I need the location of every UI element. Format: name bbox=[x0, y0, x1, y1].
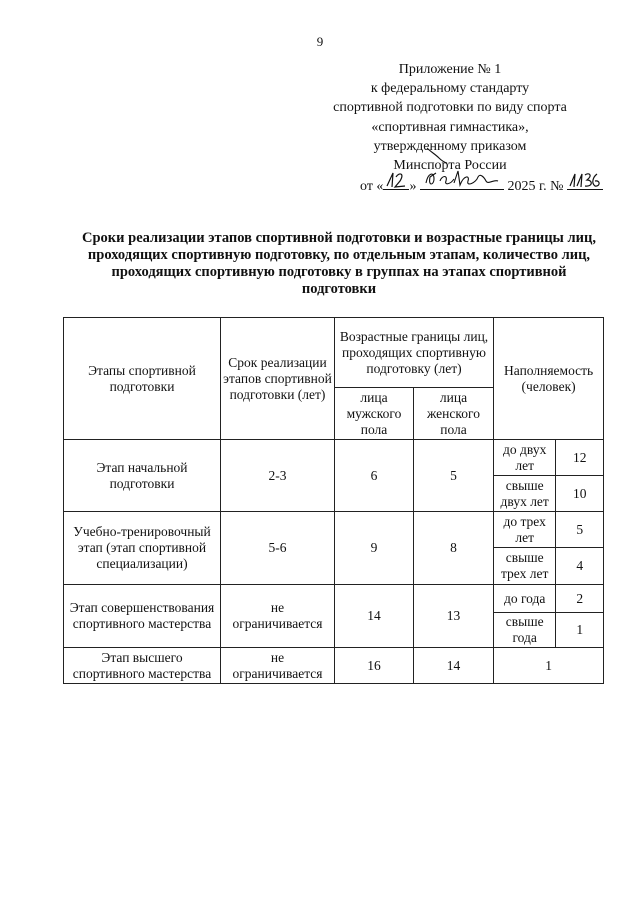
cell-stage: Учебно-тренировочный этап (этап спортивной специализации) bbox=[64, 512, 221, 585]
cell-occupancy-total: 1 bbox=[494, 648, 604, 684]
table-row bbox=[64, 585, 604, 613]
cell-male: 6 bbox=[335, 440, 414, 512]
appendix-line: «спортивная гимнастика», bbox=[371, 119, 529, 135]
cell-duration: не ограничивается bbox=[221, 585, 335, 648]
cell-female: 13 bbox=[414, 585, 494, 648]
cell-male: 14 bbox=[335, 585, 414, 648]
signature-stroke-icon bbox=[391, 146, 471, 166]
table-row bbox=[64, 440, 604, 476]
title-line: проходящих спортивную подготовку, по отдельным этапам, количество лиц, bbox=[87, 247, 591, 263]
cell-period: до двух лет bbox=[494, 440, 556, 476]
order-date-line bbox=[330, 175, 570, 196]
year-and-number-label: 2025 г. № bbox=[507, 179, 564, 195]
appendix-block bbox=[330, 60, 570, 196]
header-male: лица мужского пола bbox=[335, 388, 414, 440]
ministry-name: Минспорта России bbox=[393, 156, 506, 175]
header-female: лица женского пола bbox=[414, 388, 494, 440]
document-title bbox=[66, 230, 612, 298]
table-row bbox=[64, 512, 604, 548]
cell-female: 8 bbox=[414, 512, 494, 585]
cell-count: 4 bbox=[556, 548, 604, 585]
cell-duration: 2-3 bbox=[221, 440, 335, 512]
cell-period: до года bbox=[494, 585, 556, 613]
handwritten-day bbox=[383, 175, 409, 190]
table-header-row bbox=[64, 318, 604, 388]
cell-stage: Этап совершенствования спортивного мастерства bbox=[64, 585, 221, 648]
header-age-limits: Возрастные границы лиц, проходящих спортивную подготовку (лет) bbox=[335, 318, 494, 388]
cell-female: 14 bbox=[414, 648, 494, 684]
cell-duration: не ограничивается bbox=[221, 648, 335, 684]
header-occupancy: Наполняемость (человек) bbox=[494, 318, 604, 440]
appendix-line: спортивной подготовки по виду спорта bbox=[333, 100, 567, 116]
date-prefix: от « bbox=[360, 179, 384, 195]
date-mid: » bbox=[409, 179, 417, 195]
cell-count: 12 bbox=[556, 440, 604, 476]
table-row bbox=[64, 648, 604, 684]
cell-male: 9 bbox=[335, 512, 414, 585]
page-number: 9 bbox=[316, 34, 324, 49]
title-line: проходящих спортивную подготовку в группах на этапах спортивной bbox=[111, 264, 567, 280]
appendix-line: утвержденному приказом bbox=[373, 138, 527, 154]
appendix-line: Приложение № 1 bbox=[398, 62, 502, 77]
cell-stage: Этап начальной подготовки bbox=[64, 440, 221, 512]
title-line: Сроки реализации этапов спортивной подготовки и возрастные границы лиц, bbox=[82, 230, 596, 246]
cell-period: свыше трех лет bbox=[494, 548, 556, 585]
cell-male: 16 bbox=[335, 648, 414, 684]
cell-duration: 5-6 bbox=[221, 512, 335, 585]
stages-table bbox=[63, 317, 604, 684]
cell-stage: Этап высшего спортивного мастерства bbox=[64, 648, 221, 684]
cell-period: до трех лет bbox=[494, 512, 556, 548]
title-line: подготовки bbox=[301, 281, 377, 297]
cell-count: 1 bbox=[556, 613, 604, 648]
cell-female: 5 bbox=[414, 440, 494, 512]
header-duration: Срок реализации этапов спортивной подготовки (лет) bbox=[221, 318, 335, 440]
cell-period: свыше года bbox=[494, 613, 556, 648]
cell-count: 10 bbox=[556, 476, 604, 512]
handwritten-number bbox=[567, 175, 603, 190]
appendix-line: к федеральному стандарту bbox=[370, 81, 530, 97]
cell-count: 5 bbox=[556, 512, 604, 548]
cell-count: 2 bbox=[556, 585, 604, 613]
cell-period: свыше двух лет bbox=[494, 476, 556, 512]
handwritten-month bbox=[420, 175, 504, 190]
header-stages: Этапы спортивной подготовки bbox=[64, 318, 221, 440]
